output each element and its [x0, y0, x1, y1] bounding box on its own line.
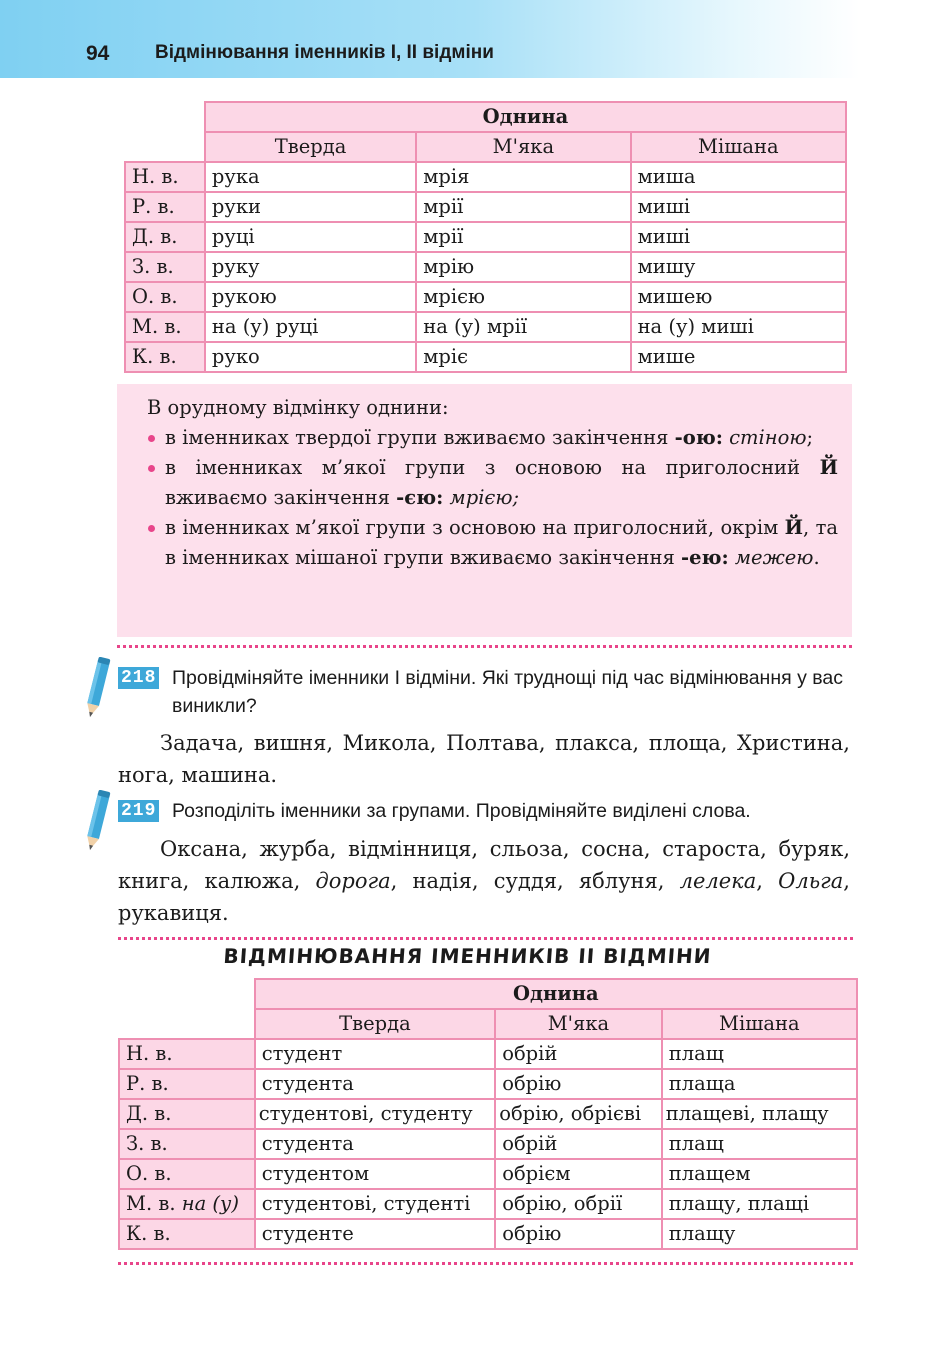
case-label: Д. в. — [119, 1099, 255, 1129]
column-header: Тверда — [255, 1009, 495, 1039]
table-cell: мрії — [416, 222, 630, 252]
table-cell: обрію, обрієві — [495, 1099, 662, 1129]
table-cell: студента — [255, 1129, 495, 1159]
page-number: 94 — [86, 42, 110, 65]
table-row — [119, 1159, 857, 1189]
ending: -єю: — [396, 486, 444, 509]
table-cell: студентові, студенту — [255, 1099, 495, 1129]
table-row — [119, 1099, 857, 1129]
table-cell: мрії — [416, 192, 630, 222]
case-preposition: на (у) — [181, 1192, 239, 1215]
table-row — [119, 1219, 857, 1249]
table-cell: студенте — [255, 1219, 495, 1249]
exercise-number: 218 — [118, 667, 159, 689]
table-cell: мишею — [631, 282, 846, 312]
exercise-task: Провідміняйте іменники І відміни. Які труднощі під час відмінювання у вас виникли? — [172, 667, 843, 717]
punctuation: ; — [806, 426, 814, 449]
exercise-number: 219 — [118, 800, 159, 822]
group-header: Однина — [205, 102, 846, 132]
page-title: Відмінювання іменників І, ІІ відміни — [155, 42, 494, 63]
rule-box — [117, 384, 852, 637]
example-word: мрією; — [449, 486, 520, 509]
table-row — [125, 162, 846, 192]
dotted-divider — [118, 937, 853, 940]
table-cell: рукою — [205, 282, 416, 312]
table-cell: плащ — [662, 1129, 857, 1159]
table-cell: миші — [631, 222, 846, 252]
punctuation: . — [813, 546, 820, 569]
table-cell: мишу — [631, 252, 846, 282]
exercise-words — [118, 833, 850, 929]
table-cell: рука — [205, 162, 416, 192]
table-cell: руки — [205, 192, 416, 222]
column-header: М'яка — [495, 1009, 662, 1039]
table-cell: плащу, плащі — [662, 1189, 857, 1219]
table-row — [119, 1129, 857, 1159]
table-cell: плаща — [662, 1069, 857, 1099]
declension-table-2 — [118, 978, 858, 1250]
rule-text: в іменниках м’якої групи з основою на приголосний — [165, 456, 801, 479]
page-header — [0, 0, 860, 78]
table-cell: плащу — [662, 1219, 857, 1249]
case-label: Р. в. — [119, 1069, 255, 1099]
rule-text: в іменниках твердої групи вживаємо закінчення — [165, 426, 669, 449]
table-row — [119, 1189, 857, 1219]
word-list: , — [756, 869, 763, 893]
table-row — [125, 342, 846, 372]
table-cell: мрію — [416, 252, 630, 282]
table-row — [125, 252, 846, 282]
word-list: , рукавиця. — [118, 869, 850, 925]
table-cell: обрієм — [495, 1159, 662, 1189]
pencil-icon — [82, 657, 112, 721]
table-cell: плащеві, плащу — [662, 1099, 857, 1129]
rule-bullet — [147, 453, 838, 513]
table-cell: обрій — [495, 1039, 662, 1069]
rule-text: в іменниках м’якої групи з основою на приголосний, окрім — [165, 516, 779, 539]
case-label: К. в. — [125, 342, 205, 372]
dotted-divider — [117, 645, 852, 648]
case-label: К. в. — [119, 1219, 255, 1249]
example-word: межею — [734, 546, 814, 569]
table-cell: обрію — [495, 1069, 662, 1099]
exercise-words: Задача, вишня, Микола, Полтава, плакса, площа, Христина, нога, машина. — [118, 731, 850, 787]
case-label: З. в. — [119, 1129, 255, 1159]
table-cell: руко — [205, 342, 416, 372]
table-cell: мріє — [416, 342, 630, 372]
table-cell: обрію, обрії — [495, 1189, 662, 1219]
rule-text: , та в іменниках мішаної групи вживаємо закінчення — [165, 516, 838, 569]
declension-table-1 — [124, 101, 847, 373]
table-cell: студентом — [255, 1159, 495, 1189]
word-list: , надія, суддя, яблуня, — [390, 869, 665, 893]
table-cell: на (у) мрії — [416, 312, 630, 342]
table-cell: мише — [631, 342, 846, 372]
case-label: Н. в. — [119, 1039, 255, 1069]
case-label: Д. в. — [125, 222, 205, 252]
case-label — [119, 1189, 255, 1219]
table-row — [125, 222, 846, 252]
dotted-divider — [118, 1262, 853, 1265]
pencil-icon — [82, 790, 112, 854]
table-cell: миші — [631, 192, 846, 222]
table-row — [125, 282, 846, 312]
letter: Й — [819, 456, 839, 479]
column-header: Мішана — [662, 1009, 857, 1039]
table-cell: плащем — [662, 1159, 857, 1189]
highlighted-word: Ольга — [778, 869, 844, 893]
case-label: З. в. — [125, 252, 205, 282]
word-list: Оксана, журба, відмінниця, сльоза, сосна, староста, буряк, книга, калюжа, — [118, 837, 850, 893]
case-label: О. в. — [125, 282, 205, 312]
table-cell: обрію — [495, 1219, 662, 1249]
table-cell: мрія — [416, 162, 630, 192]
table-row — [125, 312, 846, 342]
rule-bullet — [147, 423, 838, 453]
table-cell: мрією — [416, 282, 630, 312]
table-cell: студент — [255, 1039, 495, 1069]
rule-text: вживаємо закінчення — [165, 486, 390, 509]
exercise-task: Розподіліть іменники за групами. Провідміняйте виділені слова. — [172, 800, 751, 822]
table-row — [125, 192, 846, 222]
case-label: Р. в. — [125, 192, 205, 222]
column-header: Тверда — [205, 132, 416, 162]
column-header: М'яка — [416, 132, 630, 162]
table-cell: на (у) руці — [205, 312, 416, 342]
table-row — [119, 1039, 857, 1069]
case-label: М. в. — [125, 312, 205, 342]
rule-bullet — [147, 513, 838, 573]
case-abbr: М. в. — [126, 1192, 176, 1215]
table-row — [119, 1069, 857, 1099]
rule-intro: В орудному відмінку однини: — [147, 396, 449, 419]
table-cell: миша — [631, 162, 846, 192]
table-cell: руці — [205, 222, 416, 252]
table-cell: студентові, студенті — [255, 1189, 495, 1219]
table-cell: плащ — [662, 1039, 857, 1069]
ending: -ою: — [674, 426, 723, 449]
column-header: Мішана — [631, 132, 846, 162]
table-title: ВІДМІНЮВАННЯ ІМЕННИКІВ ІІ ВІДМІНИ — [222, 944, 713, 968]
table-cell: руку — [205, 252, 416, 282]
case-label: Н. в. — [125, 162, 205, 192]
table-cell: студента — [255, 1069, 495, 1099]
highlighted-word: лелека — [679, 869, 757, 893]
case-label: О. в. — [119, 1159, 255, 1189]
table-cell: на (у) миші — [631, 312, 846, 342]
letter: Й — [784, 516, 804, 539]
ending: -ею: — [680, 546, 729, 569]
table-cell: обрій — [495, 1129, 662, 1159]
highlighted-word: дорога — [315, 869, 391, 893]
group-header: Однина — [255, 979, 857, 1009]
example-word: стіною — [729, 426, 807, 449]
